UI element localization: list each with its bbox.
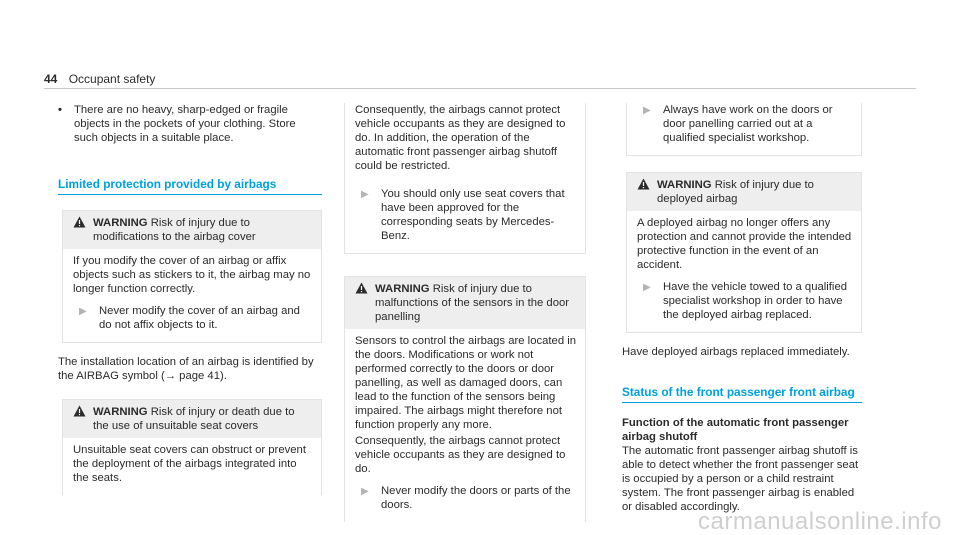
action-text: Have the vehicle towed to a qualified specialist workshop in order to have the deployed airbag replaced. xyxy=(663,281,848,321)
warning-box-deployed-airbag xyxy=(626,172,862,333)
action-item xyxy=(637,280,853,322)
action-arrow-icon: ▶ xyxy=(643,282,651,293)
action-arrow-icon: ▶ xyxy=(361,189,369,200)
action-text: Never modify the doors or parts of the doors. xyxy=(381,485,571,511)
warning-header xyxy=(345,277,585,329)
warning-title: Risk of injury or death due to the use of unsuitable seat covers xyxy=(93,406,295,432)
warning-box-seat-covers xyxy=(62,399,322,495)
warning-text: Consequently, the airbags cannot protect vehicle occupants as they are designed to do. xyxy=(355,435,566,475)
function-text: The automatic front passenger airbag shutoff is able to detect whether the front passenger seat is occupied by a person or a child restraint system. The front passenger airbag is enabled or disabled accordingly. xyxy=(622,445,859,513)
warning-text: Sensors to control the airbags are located in the doors. Modifications or work not performed correctly to the doors or door panelling, as well as damaged doors, can lead to the function of the sensors being impaired. The airbags might therefore not function properly any more. xyxy=(355,335,577,431)
section-name: Occupant safety xyxy=(68,72,156,86)
install-location-text: The installation location of an airbag is identified by the AIRBAG symbol (→ page 41). xyxy=(58,356,314,382)
bullet-item xyxy=(58,103,322,145)
warning-label: WARNING xyxy=(375,283,430,295)
action-text: You should only use seat covers that have been approved for the corresponding seats by Mercedes-Benz. xyxy=(381,188,565,242)
column-2 xyxy=(340,103,586,522)
continued-text: Consequently, the airbags cannot protect vehicle occupants as they are designed to do. In addition, the operation of the automatic front passenger airbag shutoff could be restricted. xyxy=(355,104,566,172)
warning-triangle-icon xyxy=(637,178,650,194)
warning-title: Risk of injury due to deployed airbag xyxy=(657,179,814,205)
action-item xyxy=(637,103,853,145)
warning-triangle-icon xyxy=(73,405,86,421)
bullet-dot: • xyxy=(58,104,62,116)
warning-label: WARNING xyxy=(657,179,712,191)
warning-title: Risk of injury due to modifications to the airbag cover xyxy=(93,217,256,243)
warning-header xyxy=(63,211,321,249)
warning-box-cover xyxy=(62,210,322,343)
page-header xyxy=(44,72,155,86)
warning-body xyxy=(345,329,585,522)
warning-title: Risk of injury due to malfunctions of the sensors in the door panelling xyxy=(375,283,570,323)
action-text: Never modify the cover of an airbag and do not affix objects to it. xyxy=(99,305,300,331)
action-text: Always have work on the doors or door panelling carried out at a qualified specialist workshop. xyxy=(663,104,833,144)
section-title-front-airbag-status: Status of the front passenger front airbag xyxy=(622,385,862,403)
warning-text: If you modify the cover of an airbag or affix objects such as stickers to it, the airbag may no longer function correctly. xyxy=(73,255,311,295)
warning-label: WARNING xyxy=(93,406,148,418)
warning-header xyxy=(63,400,321,438)
warning-header xyxy=(627,173,861,211)
action-arrow-icon: ▶ xyxy=(361,486,369,497)
function-heading: Function of the automatic front passenger airbag shutoff xyxy=(622,417,849,443)
replace-airbag-text: Have deployed airbags replaced immediately. xyxy=(622,346,850,358)
page-number: 44 xyxy=(44,72,58,86)
watermark: carmanualsonline.info xyxy=(698,508,942,535)
warning-label: WARNING xyxy=(93,217,148,229)
warning-box-continued xyxy=(344,103,586,254)
action-arrow-icon: ▶ xyxy=(79,306,87,317)
warning-triangle-icon xyxy=(355,282,368,298)
warning-body xyxy=(63,249,321,342)
action-item xyxy=(355,484,577,512)
warning-text: Unsuitable seat covers can obstruct or prevent the deployment of the airbags integrated into the seats. xyxy=(73,444,306,484)
column-1 xyxy=(58,103,322,495)
warning-box-continued xyxy=(626,103,862,156)
header-divider xyxy=(44,88,916,89)
warning-text: A deployed airbag no longer offers any protection and cannot provide the intended protective function in the event of an accident. xyxy=(637,217,852,271)
warning-box-door-sensors xyxy=(344,276,586,522)
bullet-text: There are no heavy, sharp-edged or fragile objects in the pockets of your clothing. Store such objects in a suitable place. xyxy=(74,104,296,144)
action-item xyxy=(73,304,313,332)
action-item xyxy=(355,187,577,243)
section-title-limited-protection: Limited protection provided by airbags xyxy=(58,177,322,195)
column-3 xyxy=(622,103,862,514)
warning-body xyxy=(627,211,861,332)
warning-body xyxy=(63,438,321,495)
warning-triangle-icon xyxy=(73,216,86,232)
action-arrow-icon: ▶ xyxy=(643,105,651,116)
